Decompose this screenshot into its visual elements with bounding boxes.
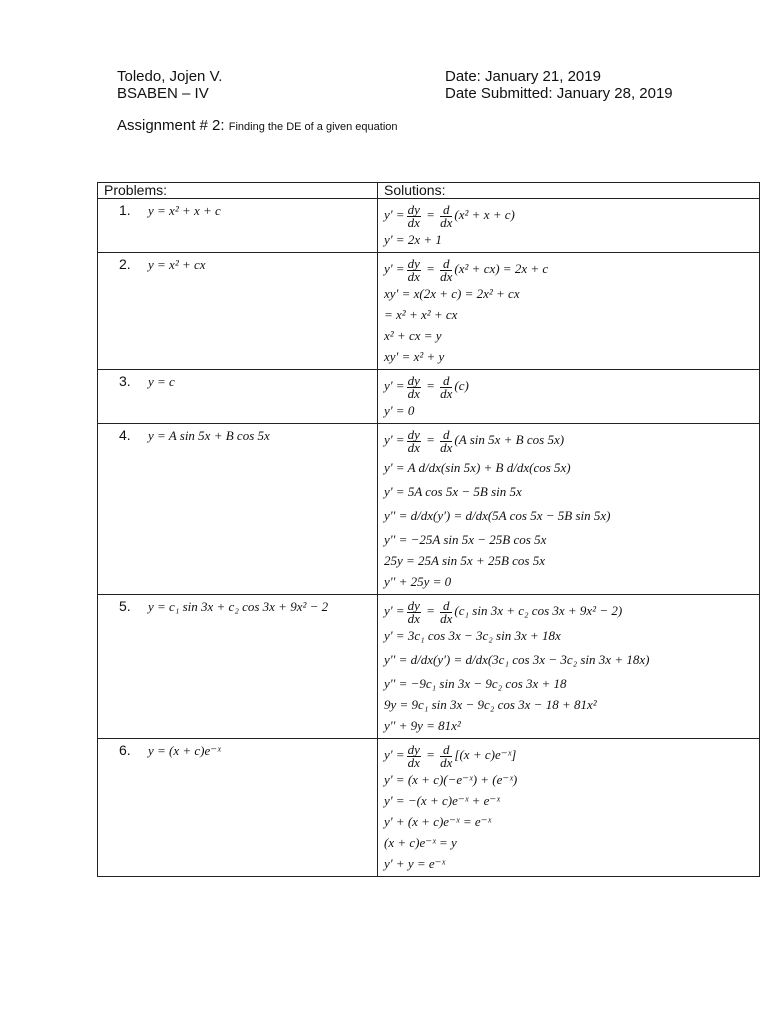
assignment-heading <box>117 117 398 134</box>
solution-line: y' = 3c₁ cos 3x − 3c₂ sin 3x + 18x <box>384 628 561 643</box>
solution-line: y' = (x + c)(−e⁻ˣ) + (e⁻ˣ) <box>384 772 518 787</box>
assignment-date: Date: January 21, 2019 <box>445 68 601 85</box>
assignment-subtitle: Finding the DE of a given equation <box>228 121 398 133</box>
table-row <box>98 253 760 370</box>
d-dx-fraction: $\frac{d}{dx}$ <box>440 741 453 770</box>
solution-line: xy' = x(2x + c) = 2x² + cx <box>384 286 520 301</box>
problem-equation: y = A sin 5x + B cos 5x <box>148 428 270 443</box>
dy-dx-fraction: $\frac{dy}{dx}$ <box>407 741 420 770</box>
solution-lhs: y' = <box>384 432 405 447</box>
solution-line: y' = $\frac{dy}{dx}$ = $\frac{d}{dx}$ (x² + cx) = 2x + c <box>384 255 549 284</box>
dy-dx-fraction: $\frac{dy}{dx}$ <box>407 201 420 230</box>
problem-cell <box>98 424 378 595</box>
problem-number: 4. <box>119 427 131 443</box>
solution-line: y'' = d/dx(y') = d/dx(5A cos 5x − 5B sin 5x) <box>384 508 611 523</box>
problem-equation: y = c₁ sin 3x + c₂ cos 3x + 9x² − 2 <box>148 599 329 614</box>
table-row <box>98 739 760 877</box>
table-header-row <box>98 183 760 199</box>
solution-rhs: (c₁ sin 3x + c₂ cos 3x + 9x² − 2) <box>454 603 623 618</box>
solution-line: y' = $\frac{dy}{dx}$ = $\frac{d}{dx}$ (c₁ sin 3x + c₂ cos 3x + 9x² − 2) <box>384 597 623 626</box>
solution-rhs: (x² + cx) = 2x + c <box>454 261 549 276</box>
student-name: Toledo, Jojen V. <box>117 68 223 85</box>
solution-line: y'' + 25y = 0 <box>384 574 452 589</box>
problem-cell <box>98 739 378 877</box>
problem-equation: y = c <box>148 374 175 389</box>
problem-cell <box>98 595 378 739</box>
solution-line: y' = $\frac{dy}{dx}$ = $\frac{d}{dx}$ [(x + c)e⁻ˣ] <box>384 741 517 770</box>
student-course: BSABEN – IV <box>117 85 209 102</box>
problem-equation: y = x² + cx <box>148 257 206 272</box>
solution-line: y' + y = e⁻ˣ <box>384 856 446 871</box>
solution-cell <box>378 424 760 595</box>
assignment-title: Assignment # 2: <box>117 117 225 134</box>
problem-cell <box>98 199 378 253</box>
solution-line: y' = −(x + c)e⁻ˣ + e⁻ˣ <box>384 793 500 808</box>
problem-cell <box>98 253 378 370</box>
table-body <box>98 199 760 877</box>
problem-equation: y = x² + x + c <box>148 203 221 218</box>
solution-line: (x + c)e⁻ˣ = y <box>384 835 457 850</box>
solution-line: y' = $\frac{dy}{dx}$ = $\frac{d}{dx}$ (A sin 5x + B cos 5x) <box>384 426 565 455</box>
dy-dx-fraction: $\frac{dy}{dx}$ <box>407 372 420 401</box>
solution-line: = x² + x² + cx <box>384 307 458 322</box>
solution-rhs: (x² + x + c) <box>454 207 515 222</box>
solution-line: y'' = d/dx(y') = d/dx(3c₁ cos 3x − 3c₂ sin 3x + 18x) <box>384 652 650 667</box>
solution-line: y' = A d/dx(sin 5x) + B d/dx(cos 5x) <box>384 460 571 475</box>
problem-cell <box>98 370 378 424</box>
problem-number: 3. <box>119 373 131 389</box>
solution-line: y' = $\frac{dy}{dx}$ = $\frac{d}{dx}$ (x² + x + c) <box>384 201 515 230</box>
problem-number: 6. <box>119 742 131 758</box>
solution-lhs: y' = <box>384 747 405 762</box>
table-row <box>98 424 760 595</box>
date-submitted: Date Submitted: January 28, 2019 <box>445 85 673 102</box>
solution-rhs: (c) <box>454 378 469 393</box>
problem-number: 5. <box>119 598 131 614</box>
d-dx-fraction: $\frac{d}{dx}$ <box>440 201 453 230</box>
table-row <box>98 370 760 424</box>
solution-cell <box>378 199 760 253</box>
problem-number: 2. <box>119 256 131 272</box>
problem-number: 1. <box>119 202 131 218</box>
solution-line: y' = 2x + 1 <box>384 232 442 247</box>
solution-lhs: y' = <box>384 603 405 618</box>
solution-line: y' = 5A cos 5x − 5B sin 5x <box>384 484 522 499</box>
solution-rhs: [(x + c)e⁻ˣ] <box>454 747 517 762</box>
solution-line: x² + cx = y <box>384 328 442 343</box>
solution-lhs: y' = <box>384 207 405 222</box>
problems-table <box>97 182 760 877</box>
solution-line: y'' = −25A sin 5x − 25B cos 5x <box>384 532 547 547</box>
problem-equation: y = (x + c)e⁻ˣ <box>148 743 221 758</box>
solution-cell <box>378 370 760 424</box>
table-row <box>98 199 760 253</box>
d-dx-fraction: $\frac{d}{dx}$ <box>440 372 453 401</box>
solution-cell <box>378 595 760 739</box>
solution-line: y' = $\frac{dy}{dx}$ = $\frac{d}{dx}$ (c) <box>384 372 469 401</box>
solution-lhs: y' = <box>384 378 405 393</box>
solution-cell <box>378 253 760 370</box>
solution-line: y' = 0 <box>384 403 415 418</box>
solution-line: 9y = 9c₁ sin 3x − 9c₂ cos 3x − 18 + 81x² <box>384 697 597 712</box>
solution-rhs: (A sin 5x + B cos 5x) <box>454 432 565 447</box>
dy-dx-fraction: $\frac{dy}{dx}$ <box>407 597 420 626</box>
d-dx-fraction: $\frac{d}{dx}$ <box>440 426 453 455</box>
solution-lhs: y' = <box>384 261 405 276</box>
solution-line: 25y = 25A sin 5x + 25B cos 5x <box>384 553 546 568</box>
d-dx-fraction: $\frac{d}{dx}$ <box>440 255 453 284</box>
problems-header: Problems: <box>98 183 378 199</box>
table-row <box>98 595 760 739</box>
dy-dx-fraction: $\frac{dy}{dx}$ <box>407 426 420 455</box>
solutions-header: Solutions: <box>378 183 760 199</box>
solution-line: xy' = x² + y <box>384 349 445 364</box>
dy-dx-fraction: $\frac{dy}{dx}$ <box>407 255 420 284</box>
d-dx-fraction: $\frac{d}{dx}$ <box>440 597 453 626</box>
solution-line: y'' + 9y = 81x² <box>384 718 461 733</box>
solution-line: y' + (x + c)e⁻ˣ = e⁻ˣ <box>384 814 492 829</box>
solution-cell <box>378 739 760 877</box>
solution-line: y'' = −9c₁ sin 3x − 9c₂ cos 3x + 18 <box>384 676 567 691</box>
